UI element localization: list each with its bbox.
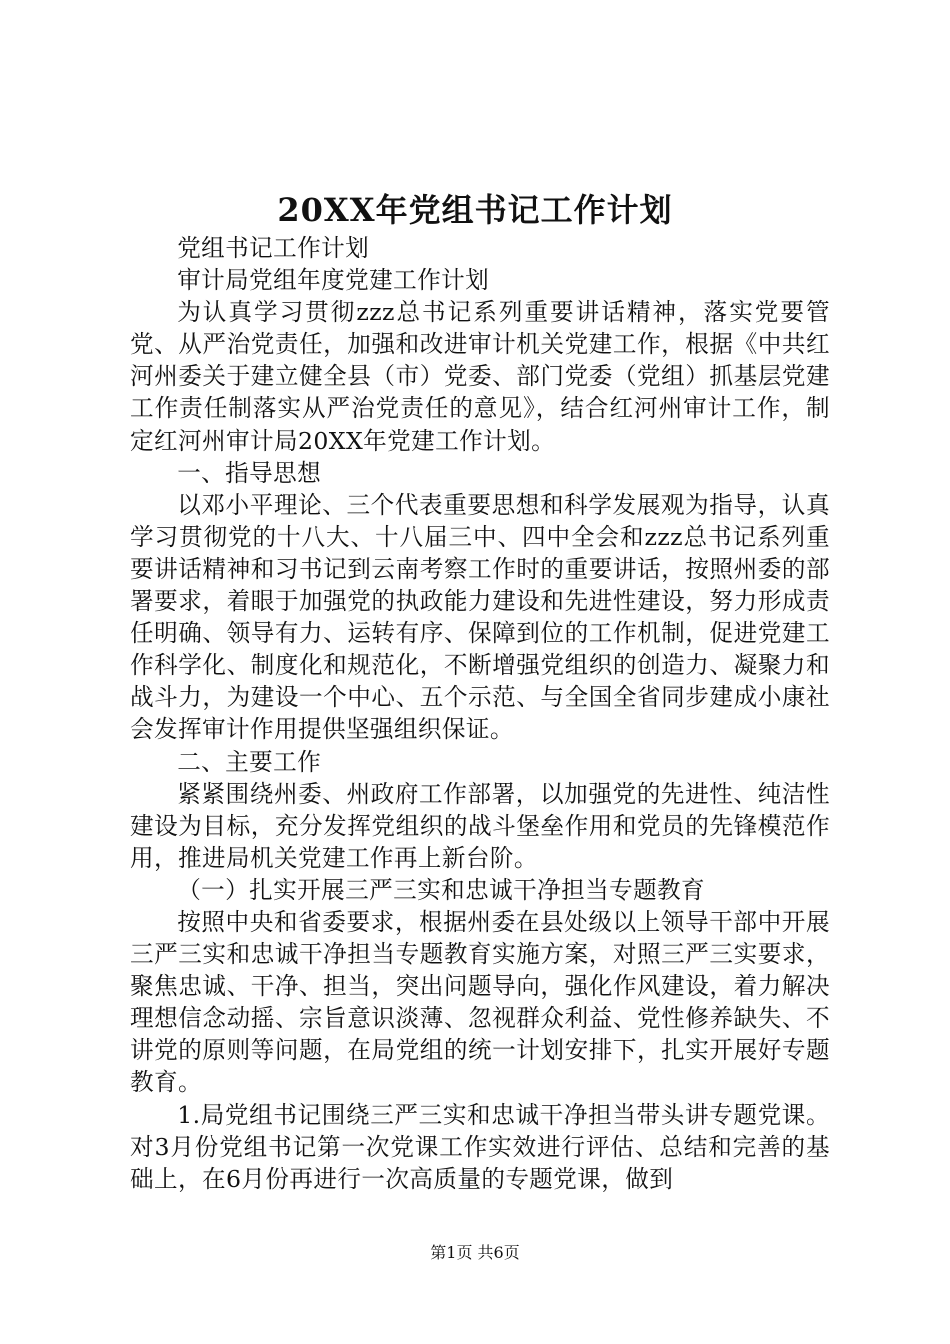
section-heading-main-work: 二、主要工作 xyxy=(177,747,322,776)
section-heading-guiding-thought: 一、指导思想 xyxy=(177,458,322,487)
document-title: 20XX年党组书记工作计划 xyxy=(277,191,673,229)
paragraph-main-work: 紧紧围绕州委、州政府工作部署，以加强党的先进性、纯洁性建设为目标，充分发挥党组织的战斗堡垒作用和党员的先锋模范作用，推进局机关党建工作再上新台阶。 xyxy=(130,779,830,872)
paragraph-intro: 为认真学习贯彻zzz总书记系列重要讲话精神，落实党要管党、从严治党责任，加强和改进审计机关党建工作，根据《中共红河州委关于建立健全县（市）党委、部门党委（党组）抓基层党建工作责任制落实从严治党责任的意见》，结合红河州审计工作，制定红河州审计局20XX年党建工作计划。 xyxy=(130,298,830,455)
subsection-heading-education: （一）扎实开展三严三实和忠诚干净担当专题教育 xyxy=(177,875,706,904)
paragraph-item-1: 1.局党组书记围绕三严三实和忠诚干净担当带头讲专题党课。对3月份党组书记第一次党课工作实效进行评估、总结和完善的基础上，在6月份再进行一次高质量的专题党课，做到 xyxy=(130,1100,830,1193)
document-body xyxy=(130,232,830,1195)
paragraph-education: 按照中央和省委要求，根据州委在县处级以上领导干部中开展三严三实和忠诚干净担当专题教育实施方案，对照三严三实要求，聚焦忠诚、干净、担当，突出问题导向，强化作风建设，着力解决理想信念动摇、宗旨意识淡薄、忽视群众利益、党性修养缺失、不讲党的原则等问题，在局党组的统一计划安排下，扎实开展好专题教育。 xyxy=(130,907,830,1097)
paragraph-subtitle: 党组书记工作计划 xyxy=(177,234,370,262)
paragraph-plan-name: 审计局党组年度党建工作计划 xyxy=(177,266,490,295)
paragraph-guiding-thought: 以邓小平理论、三个代表重要思想和科学发展观为指导，认真学习贯彻党的十八大、十八届三中、四中全会和zzz总书记系列重要讲话精神和习书记到云南考察工作时的重要讲话，按照州委的部署要求，着眼于加强党的执政能力建设和先进性建设，努力形成责任明确、领导有力、运转有序、保障到位的工作机制，促进党建工作科学化、制度化和规范化，不断增强党组织的创造力、凝聚力和战斗力，为建设一个中心、五个示范、与全国全省同步建成小康社会发挥审计作用提供坚强组织保证。 xyxy=(130,490,830,744)
page-number: 第1页 共6页 xyxy=(430,1243,520,1262)
